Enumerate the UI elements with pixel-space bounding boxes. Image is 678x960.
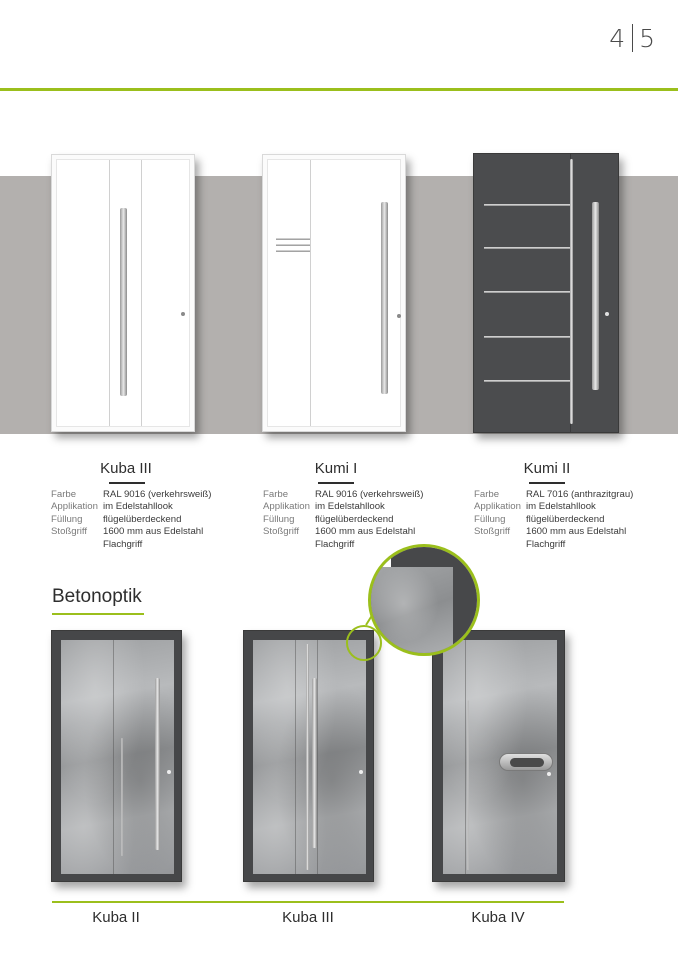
spec-row: [51, 539, 211, 551]
caption-underline: [109, 482, 145, 484]
spec-label: [51, 539, 103, 551]
spec-value: Flachgriff: [103, 538, 143, 550]
bottom-accent-rule: [52, 901, 564, 903]
door-caption-kuba-iii: Kuba III: [100, 460, 152, 477]
spec-value: im Edelstahllook: [315, 501, 385, 513]
spec-row: [263, 514, 423, 526]
spec-label: Füllung: [51, 513, 83, 525]
spec-value: Flachgriff: [526, 538, 566, 550]
door-image-kuba-iii-concrete: [243, 630, 374, 882]
spec-row: [474, 539, 633, 551]
spec-value: im Edelstahllook: [526, 501, 596, 513]
spec-label: [263, 539, 315, 551]
spec-label: Applikation: [51, 501, 98, 513]
page-number: [609, 24, 656, 53]
door-caption-kumi-ii: Kumi II: [523, 460, 571, 477]
spec-value: RAL 9016 (verkehrsweiß): [103, 489, 212, 500]
spec-label: Stoßgriff: [263, 526, 300, 538]
spec-value: 1600 mm aus Edelstahl: [315, 526, 416, 538]
door-image-kuba-iv-concrete: [432, 630, 565, 882]
page-number-right: 5: [639, 24, 656, 53]
spec-label: Stoßgriff: [51, 526, 88, 538]
door-image-kuba-ii-concrete: [51, 630, 182, 882]
door-caption-kumi-i: Kumi I: [314, 460, 358, 477]
zoom-detail-circle: [368, 544, 480, 656]
spec-value: 1600 mm aus Edelstahl: [103, 526, 204, 538]
caption-underline: [318, 482, 354, 484]
spec-label: Farbe: [474, 489, 500, 500]
spec-row: [474, 489, 633, 501]
spec-value: im Edelstahllook: [103, 501, 173, 513]
door-image-kumi-ii-anthracite: [473, 153, 619, 433]
spec-row: [263, 489, 423, 501]
spec-row: [51, 526, 211, 538]
page-number-divider: [632, 24, 633, 52]
spec-value: flügelüberdeckend: [526, 513, 605, 525]
door-caption-kuba-iii-concrete: Kuba III: [282, 909, 334, 926]
door-caption-kuba-ii: Kuba II: [92, 909, 140, 926]
door-image-kumi-i-white: [262, 154, 406, 432]
page-number-left: 4: [609, 24, 627, 53]
top-accent-rule: [0, 88, 678, 91]
spec-value: RAL 7016 (anthrazitgrau): [526, 489, 634, 500]
spec-label: Farbe: [263, 489, 289, 500]
spec-list-kumi-ii: [474, 489, 633, 551]
spec-label: Füllung: [263, 513, 295, 525]
spec-value: flügelüberdeckend: [103, 513, 182, 525]
door-caption-kuba-iv: Kuba IV: [471, 909, 525, 926]
spec-value: 1600 mm aus Edelstahl: [526, 526, 627, 538]
spec-row: [263, 526, 423, 538]
spec-label: Applikation: [474, 501, 521, 513]
spec-list-kumi-i: [263, 489, 423, 551]
spec-label: Applikation: [263, 501, 310, 513]
spec-row: [263, 501, 423, 513]
spec-value: flügelüberdeckend: [315, 513, 394, 525]
spec-value: Flachgriff: [315, 538, 355, 550]
spec-list-kuba-iii: [51, 489, 211, 551]
section-title-underline: [52, 613, 144, 615]
caption-underline: [529, 482, 565, 484]
door-image-kuba-iii-white: [51, 154, 195, 432]
spec-row: [51, 514, 211, 526]
spec-row: [474, 526, 633, 538]
spec-label: [474, 539, 526, 551]
spec-label: Füllung: [474, 513, 506, 525]
spec-label: Farbe: [51, 489, 77, 500]
spec-value: RAL 9016 (verkehrsweiß): [315, 489, 424, 500]
spec-row: [474, 514, 633, 526]
spec-label: Stoßgriff: [474, 526, 511, 538]
spec-row: [51, 489, 211, 501]
spec-row: [51, 501, 211, 513]
spec-row: [474, 501, 633, 513]
section-title: Betonoptik: [52, 586, 142, 607]
